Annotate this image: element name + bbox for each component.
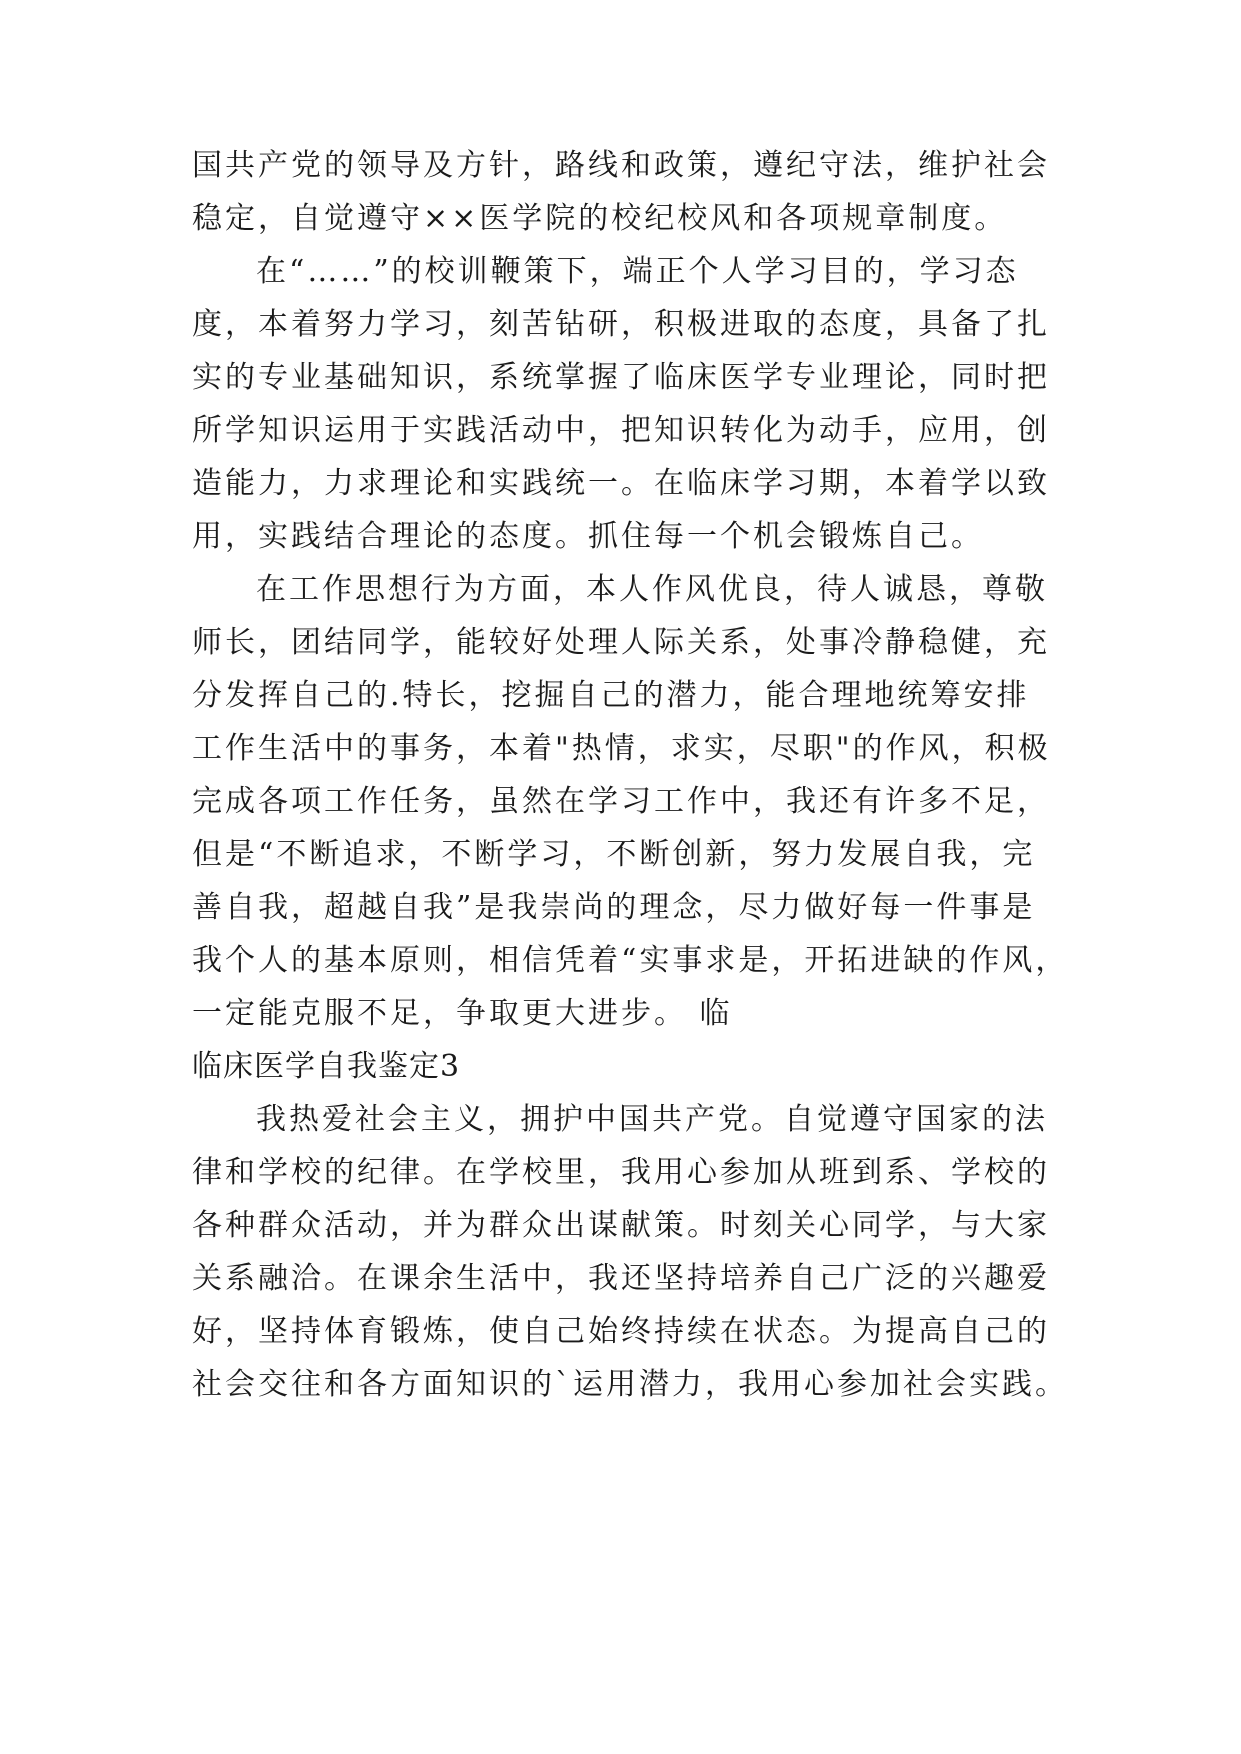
paragraph-first-line: 我热爱社会主义，拥护中国共产党。自觉遵守国家的法 — [256, 1102, 1048, 1137]
text-line: 我个人的基本原则，相信凭着“实事求是，开拓进缺的作风， — [192, 943, 1069, 978]
text-line: 一定能克服不足，争取更大进步。 临 — [192, 996, 733, 1031]
text-line: 关系融洽。在课余生活中，我还坚持培养自己广泛的兴趣爱 — [192, 1261, 1050, 1296]
text-line: 社会交往和各方面知识的`运用潜力，我用心参加社会实践。 — [192, 1367, 1068, 1402]
text-line: 分发挥自己的.特长，挖掘自己的潜力，能合理地统筹安排 — [192, 678, 1030, 713]
text-line: 善自我，超越自我”是我崇尚的理念，尽力做好每一件事是 — [192, 890, 1036, 925]
text-line: 但是“不断追求，不断学习，不断创新，努力发展自我，完 — [192, 837, 1036, 872]
text-line: 所学知识运用于实践活动中，把知识转化为动手，应用，创 — [192, 413, 1050, 448]
text-line: 好，坚持体育锻炼，使自己始终持续在状态。为提高自己的 — [192, 1314, 1050, 1349]
paragraph-first-line: 在“……”的校训鞭策下，端正个人学习目的，学习态 — [256, 254, 1019, 289]
paragraph-first-line: 在工作思想行为方面，本人作风优良，待人诚恳，尊敬 — [256, 572, 1048, 607]
text-line: 实的专业基础知识，系统掌握了临床医学专业理论，同时把 — [192, 360, 1050, 395]
section-heading: 临床医学自我鉴定3 — [192, 1049, 461, 1084]
text-line: 稳定，自觉遵守××医学院的校纪校风和各项规章制度。 — [192, 201, 1008, 236]
text-line: 师长，团结同学，能较好处理人际关系，处事冷静稳健，充 — [192, 625, 1050, 660]
text-line: 造能力，力求理论和实践统一。在临床学习期，本着学以致 — [192, 466, 1050, 501]
text-line: 律和学校的纪律。在学校里，我用心参加从班到系、学校的 — [192, 1155, 1050, 1190]
text-line: 各种群众活动，并为群众出谋献策。时刻关心同学，与大家 — [192, 1208, 1050, 1243]
text-line: 国共产党的领导及方针，路线和政策，遵纪守法，维护社会 — [192, 148, 1050, 183]
text-line: 工作生活中的事务，本着"热情，求实，尽职"的作风，积极 — [192, 731, 1051, 766]
text-line: 完成各项工作任务，虽然在学习工作中，我还有许多不足， — [192, 784, 1050, 819]
text-line: 用，实践结合理论的态度。抓住每一个机会锻炼自己。 — [192, 519, 984, 554]
text-line: 度，本着努力学习，刻苦钻研，积极进取的态度，具备了扎 — [192, 307, 1050, 342]
